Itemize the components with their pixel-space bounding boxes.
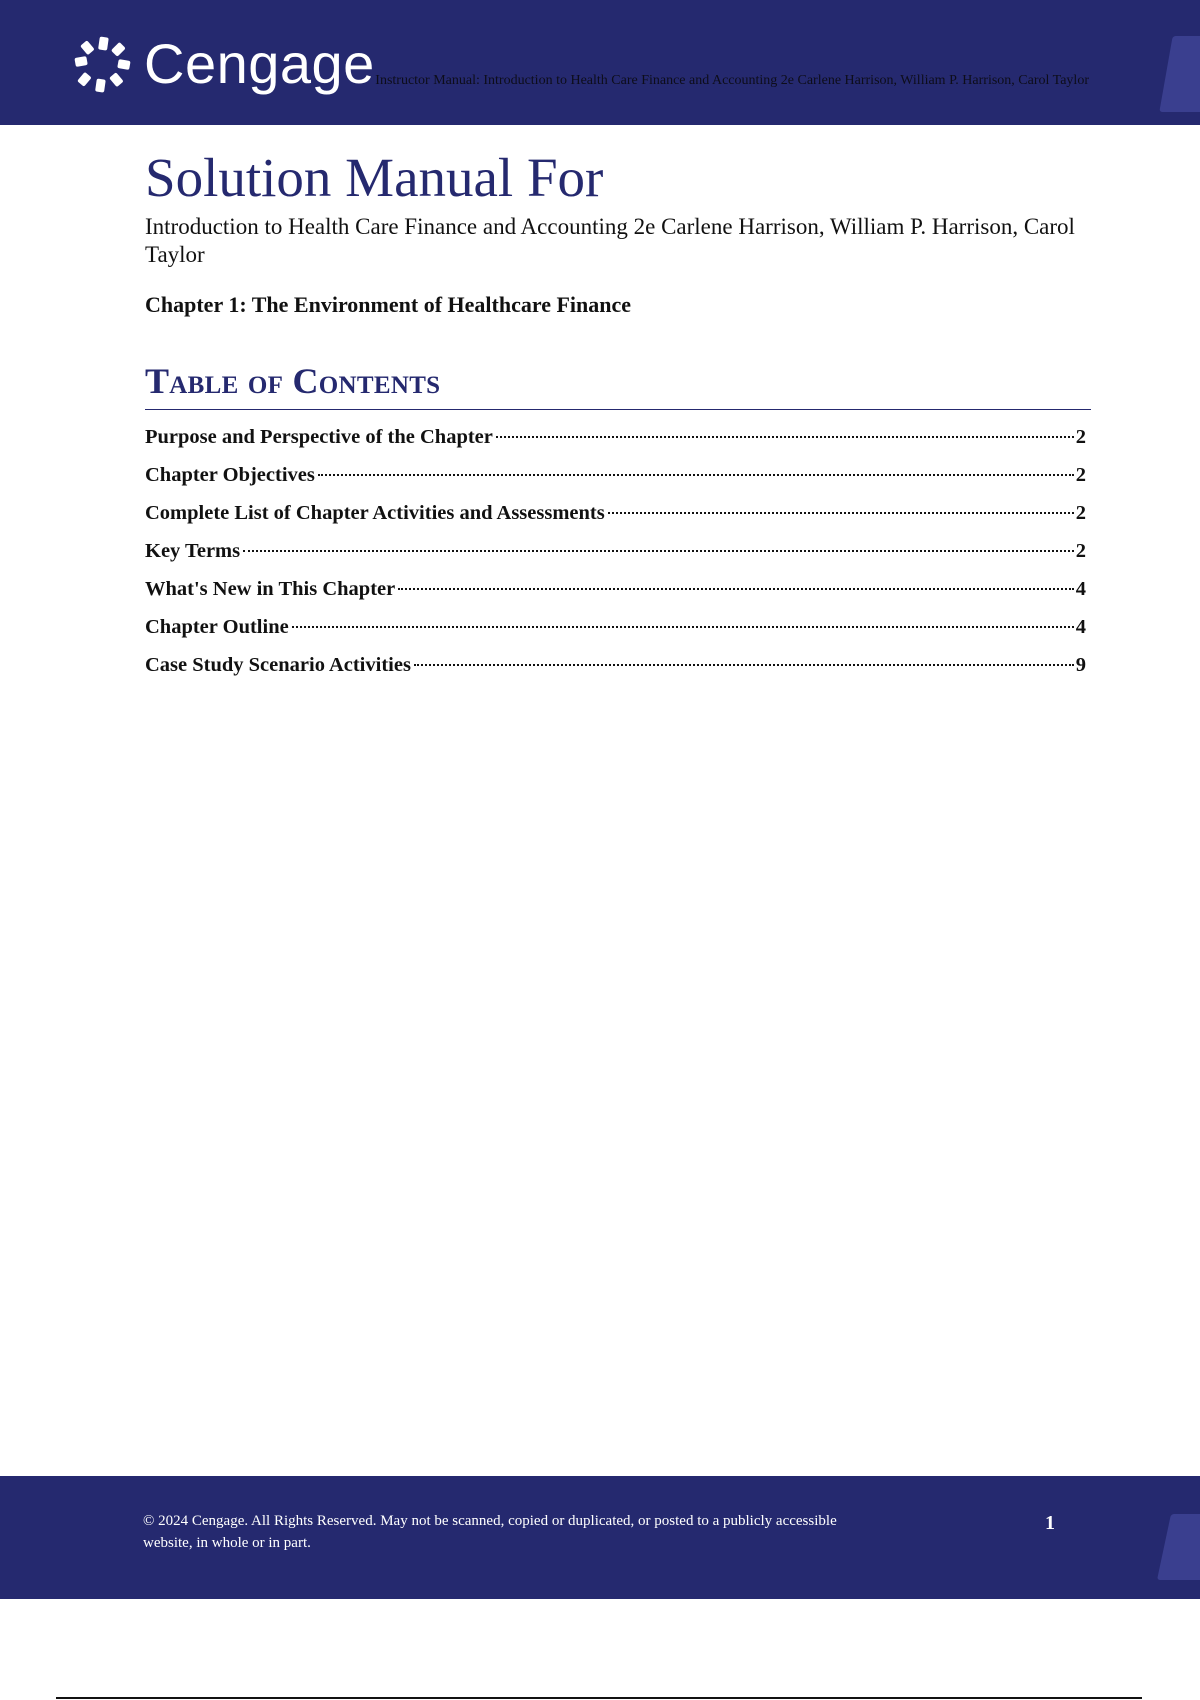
table-of-contents bbox=[145, 424, 1091, 690]
toc-item-page: 2 bbox=[1075, 502, 1086, 524]
toc-dot-leader bbox=[414, 664, 1074, 666]
toc-item-page: 4 bbox=[1075, 616, 1086, 638]
toc-dot-leader bbox=[398, 588, 1074, 590]
toc-item-label: Chapter Objectives bbox=[145, 464, 315, 486]
page-number: 1 bbox=[1045, 1512, 1055, 1534]
decorative-corner-shape bbox=[1159, 36, 1200, 112]
toc-item-label: Chapter Outline bbox=[145, 616, 289, 638]
page-header bbox=[0, 0, 1200, 125]
toc-dot-leader bbox=[292, 626, 1074, 628]
page-bottom-divider bbox=[56, 1697, 1142, 1699]
toc-item-page: 2 bbox=[1075, 540, 1086, 562]
toc-item-purpose[interactable] bbox=[145, 424, 1086, 462]
logo-text: Cengage bbox=[144, 32, 375, 95]
toc-item-label: Complete List of Chapter Activities and Assessments bbox=[145, 502, 605, 524]
toc-item-page: 4 bbox=[1075, 578, 1086, 600]
toc-dot-leader bbox=[318, 474, 1074, 476]
document-title: Solution Manual For bbox=[145, 147, 604, 208]
toc-item-label: Case Study Scenario Activities bbox=[145, 654, 411, 676]
toc-heading: Table of Contents bbox=[145, 359, 1091, 410]
toc-item-activities[interactable] bbox=[145, 500, 1086, 538]
page-footer bbox=[0, 1476, 1200, 1599]
toc-item-label: What's New in This Chapter bbox=[145, 578, 396, 600]
toc-item-objectives[interactable] bbox=[145, 462, 1086, 500]
cengage-starburst-icon bbox=[74, 35, 132, 93]
toc-item-whats-new[interactable] bbox=[145, 576, 1086, 614]
toc-item-case-study[interactable] bbox=[145, 652, 1086, 690]
header-running-title: Instructor Manual: Introduction to Health Care Finance and Accounting 2e Carlene Harrison, William P. Harrison, Carol Taylor bbox=[375, 73, 1089, 88]
toc-item-label: Purpose and Perspective of the Chapter bbox=[145, 426, 493, 448]
copyright-notice: © 2024 Cengage. All Rights Reserved. May not be scanned, copied or duplicated, or posted to a publicly accessible website, in whole or in part. bbox=[143, 1513, 837, 1551]
toc-item-label: Key Terms bbox=[145, 540, 241, 562]
toc-dot-leader bbox=[243, 550, 1074, 552]
document-subtitle: Introduction to Health Care Finance and Accounting 2e Carlene Harrison, William P. Harrison, Carol Taylor bbox=[145, 214, 1075, 267]
decorative-corner-shape bbox=[1157, 1514, 1200, 1580]
toc-item-key-terms[interactable] bbox=[145, 538, 1086, 576]
chapter-title: Chapter 1: The Environment of Healthcare Finance bbox=[145, 292, 632, 317]
toc-item-outline[interactable] bbox=[145, 614, 1086, 652]
page-content bbox=[145, 145, 1091, 690]
toc-item-page: 2 bbox=[1075, 426, 1086, 448]
toc-dot-leader bbox=[608, 512, 1074, 514]
toc-item-page: 9 bbox=[1075, 654, 1086, 676]
toc-dot-leader bbox=[496, 436, 1074, 438]
toc-item-page: 2 bbox=[1075, 464, 1086, 486]
